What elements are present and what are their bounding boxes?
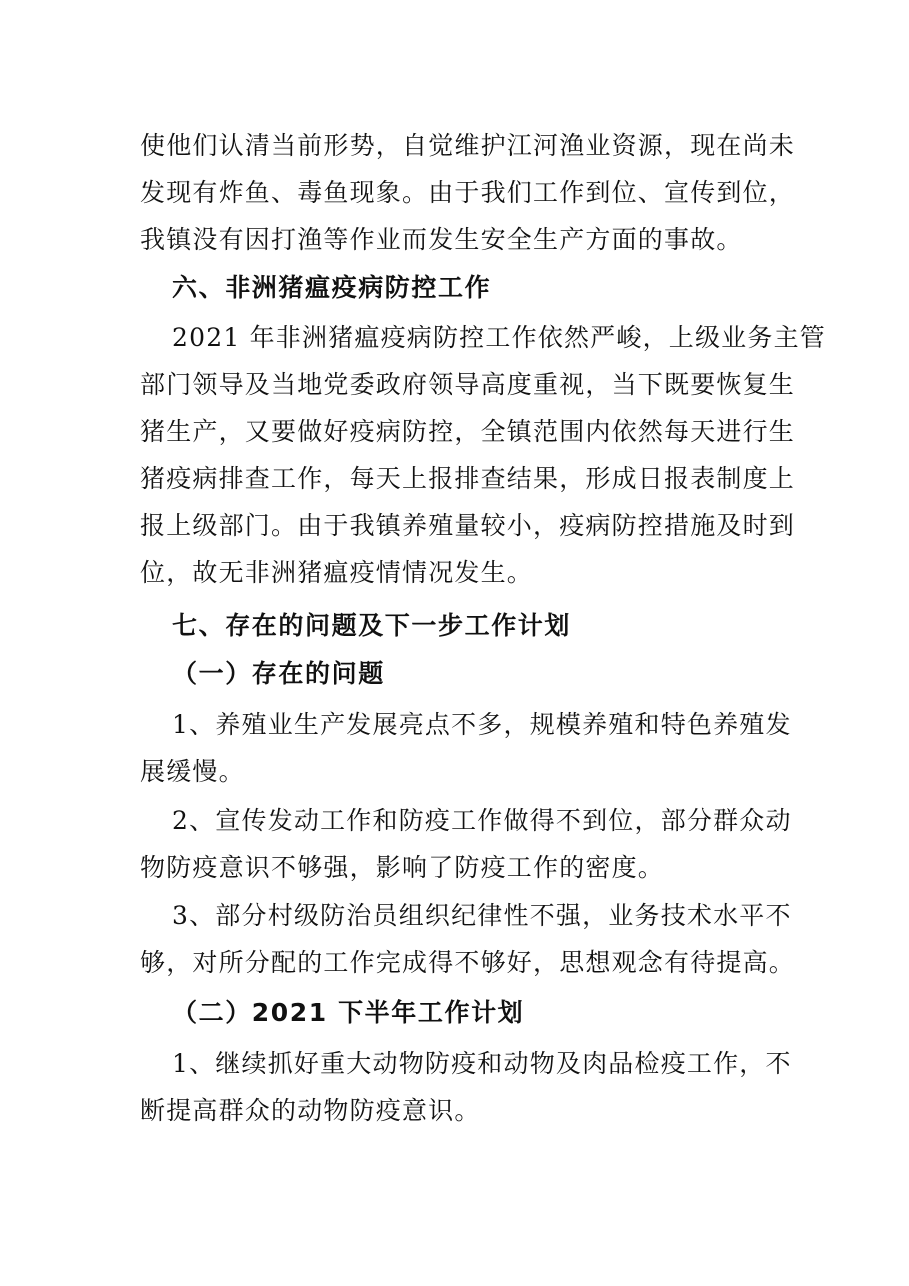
body-text-line: 部门领导及当地党委政府领导高度重视，当下既要恢复生	[140, 370, 796, 399]
list-item-line: 1、养殖业生产发展亮点不多，规模养殖和特色养殖发	[172, 710, 792, 739]
list-item-line: 物防疫意识不够强，影响了防疫工作的密度。	[140, 853, 665, 882]
body-text-line: 2021 年非洲猪瘟疫病防控工作依然严峻，上级业务主管	[172, 323, 826, 352]
subsection-heading-plan: （二）2021 下半年工作计划	[172, 998, 525, 1027]
body-text-line: 位，故无非洲猪瘟疫情情况发生。	[140, 558, 534, 587]
section-heading-6: 六、非洲猪瘟疫病防控工作	[172, 273, 492, 302]
list-item-line: 1、继续抓好重大动物防疫和动物及肉品检疫工作，不	[172, 1049, 792, 1078]
subsection-heading-problems: （一）存在的问题	[172, 659, 385, 688]
list-item-line: 断提高群众的动物防疫意识。	[140, 1096, 481, 1125]
list-item-line: 2、宣传发动工作和防疫工作做得不到位，部分群众动	[172, 806, 792, 835]
list-item-line: 够，对所分配的工作完成得不够好，思想观念有待提高。	[140, 948, 796, 977]
body-text-line: 猪生产，又要做好疫病防控，全镇范围内依然每天进行生	[140, 417, 796, 446]
list-item-line: 展缓慢。	[140, 757, 245, 786]
body-text-line: 发现有炸鱼、毒鱼现象。由于我们工作到位、宣传到位，	[140, 178, 796, 207]
body-text-line: 使他们认清当前形势，自觉维护江河渔业资源，现在尚未	[140, 131, 796, 160]
section-heading-7: 七、存在的问题及下一步工作计划	[172, 611, 572, 640]
body-text-line: 猪疫病排查工作，每天上报排查结果，形成日报表制度上	[140, 464, 796, 493]
body-text-line: 我镇没有因打渔等作业而发生安全生产方面的事故。	[140, 225, 743, 254]
body-text-line: 报上级部门。由于我镇养殖量较小，疫病防控措施及时到	[140, 511, 796, 540]
list-item-line: 3、部分村级防治员组织纪律性不强，业务技术水平不	[172, 901, 792, 930]
